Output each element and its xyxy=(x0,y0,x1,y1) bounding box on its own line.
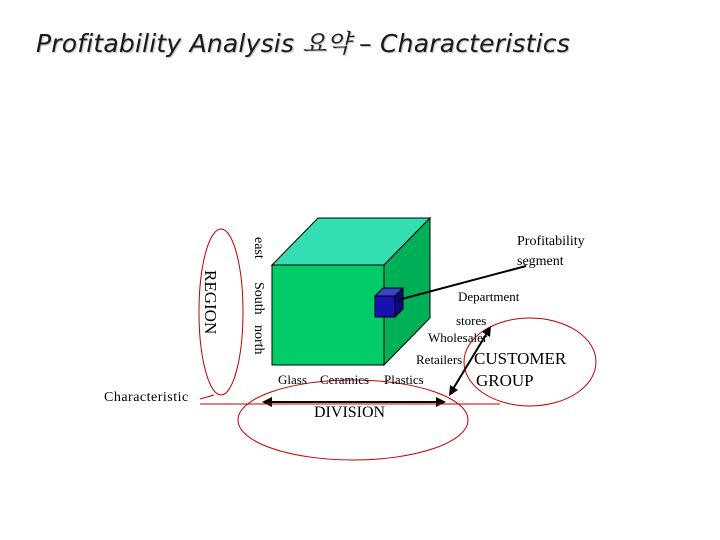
segment-cube-front xyxy=(375,296,395,317)
region-item-north: north xyxy=(251,325,266,355)
division-item-ceramics: Ceramics xyxy=(320,372,370,387)
division-arrowhead-left xyxy=(262,397,272,407)
cube-front-face xyxy=(272,265,384,365)
profitability-segment-label-line2: segment xyxy=(517,254,564,269)
division-item-glass: Glass xyxy=(278,372,307,387)
characteristic-line-to-region xyxy=(200,395,214,399)
division-arrowhead-right xyxy=(436,397,446,407)
page-title: Profitability Analysis 요약 – Characteristics xyxy=(36,29,570,58)
region-axis-label: REGION xyxy=(201,270,220,335)
customer-group-axis-label-line2: GROUP xyxy=(476,371,534,390)
region-item-south: South xyxy=(251,282,266,315)
customer-item-department: Department xyxy=(458,289,520,304)
customer-group-axis-label-line1: CUSTOMER xyxy=(474,349,567,368)
customer-item-wholesaler: Wholesaler xyxy=(428,330,488,345)
customer-item-retailers: Retailers xyxy=(416,352,463,367)
division-item-plastics: Plastics xyxy=(384,372,424,387)
division-axis-label: DIVISION xyxy=(314,404,386,421)
customer-item-stores: stores xyxy=(456,313,487,328)
characteristic-label: Characteristic xyxy=(104,390,189,405)
profitability-segment-label-line1: Profitability xyxy=(517,234,585,249)
region-item-east: east xyxy=(251,237,266,259)
